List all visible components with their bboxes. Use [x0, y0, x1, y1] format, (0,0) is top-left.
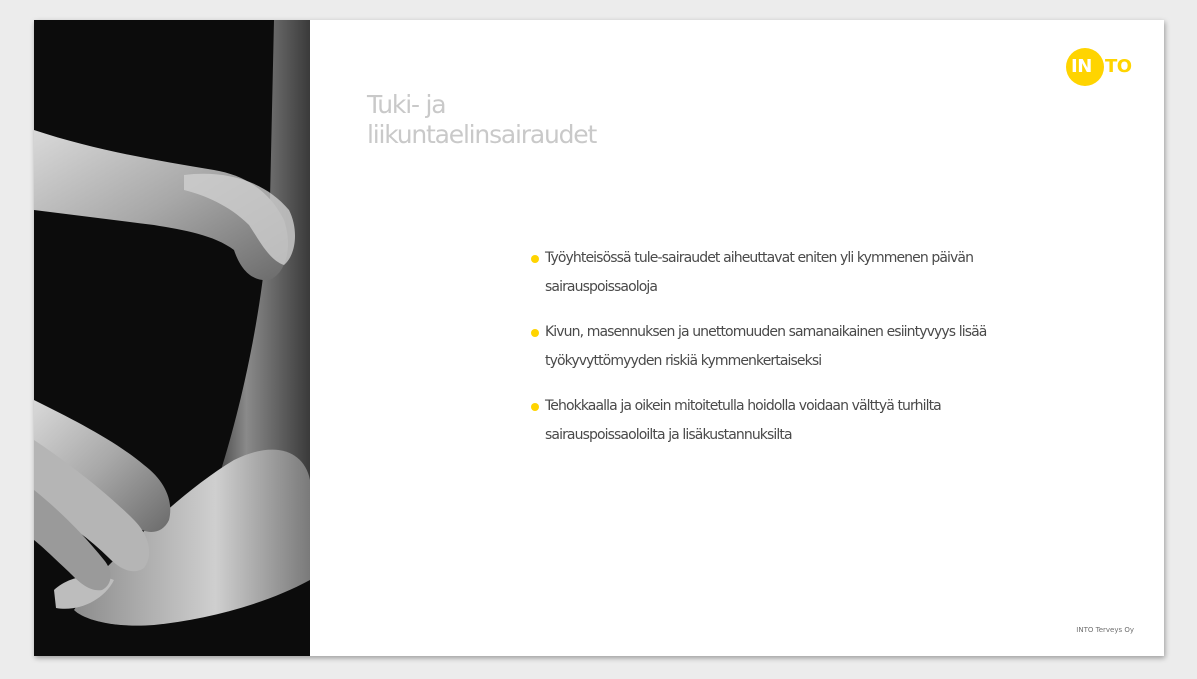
- bullet-text: Tehokkaalla ja oikein mitoitetulla hoidolla voidaan välttyä turhilta sairauspoissaoloilta ja lisäkustannuksilta: [545, 398, 941, 443]
- bullet-list: [531, 244, 1011, 466]
- bullet-item: [531, 318, 1011, 376]
- bullet-dot-icon: [531, 329, 539, 337]
- slide-title-line-1: Tuki- ja: [367, 90, 446, 119]
- bullet-item: [531, 244, 1011, 302]
- into-logo: [1066, 48, 1146, 88]
- slide-title-line-2: liikuntaelinsairaudet: [367, 120, 597, 149]
- bullet-item: [531, 392, 1011, 450]
- logo-text-in: IN: [1071, 56, 1092, 77]
- presentation-slide: [34, 20, 1164, 656]
- hands-on-foot-photo: [34, 20, 310, 656]
- bullet-dot-icon: [531, 255, 539, 263]
- footer-company: INTO Terveys Oy: [1076, 626, 1134, 634]
- bullet-dot-icon: [531, 403, 539, 411]
- bullet-text: Kivun, masennuksen ja unettomuuden samanaikainen esiintyvyys lisää työkyvyttömyyden riskiä kymmenkertaiseksi: [545, 324, 987, 369]
- slide-title: [367, 90, 727, 150]
- logo-text-to: TO: [1105, 56, 1132, 77]
- bullet-text: Työyhteisössä tule-sairaudet aiheuttavat eniten yli kymmenen päivän sairauspoissaoloja: [545, 250, 974, 295]
